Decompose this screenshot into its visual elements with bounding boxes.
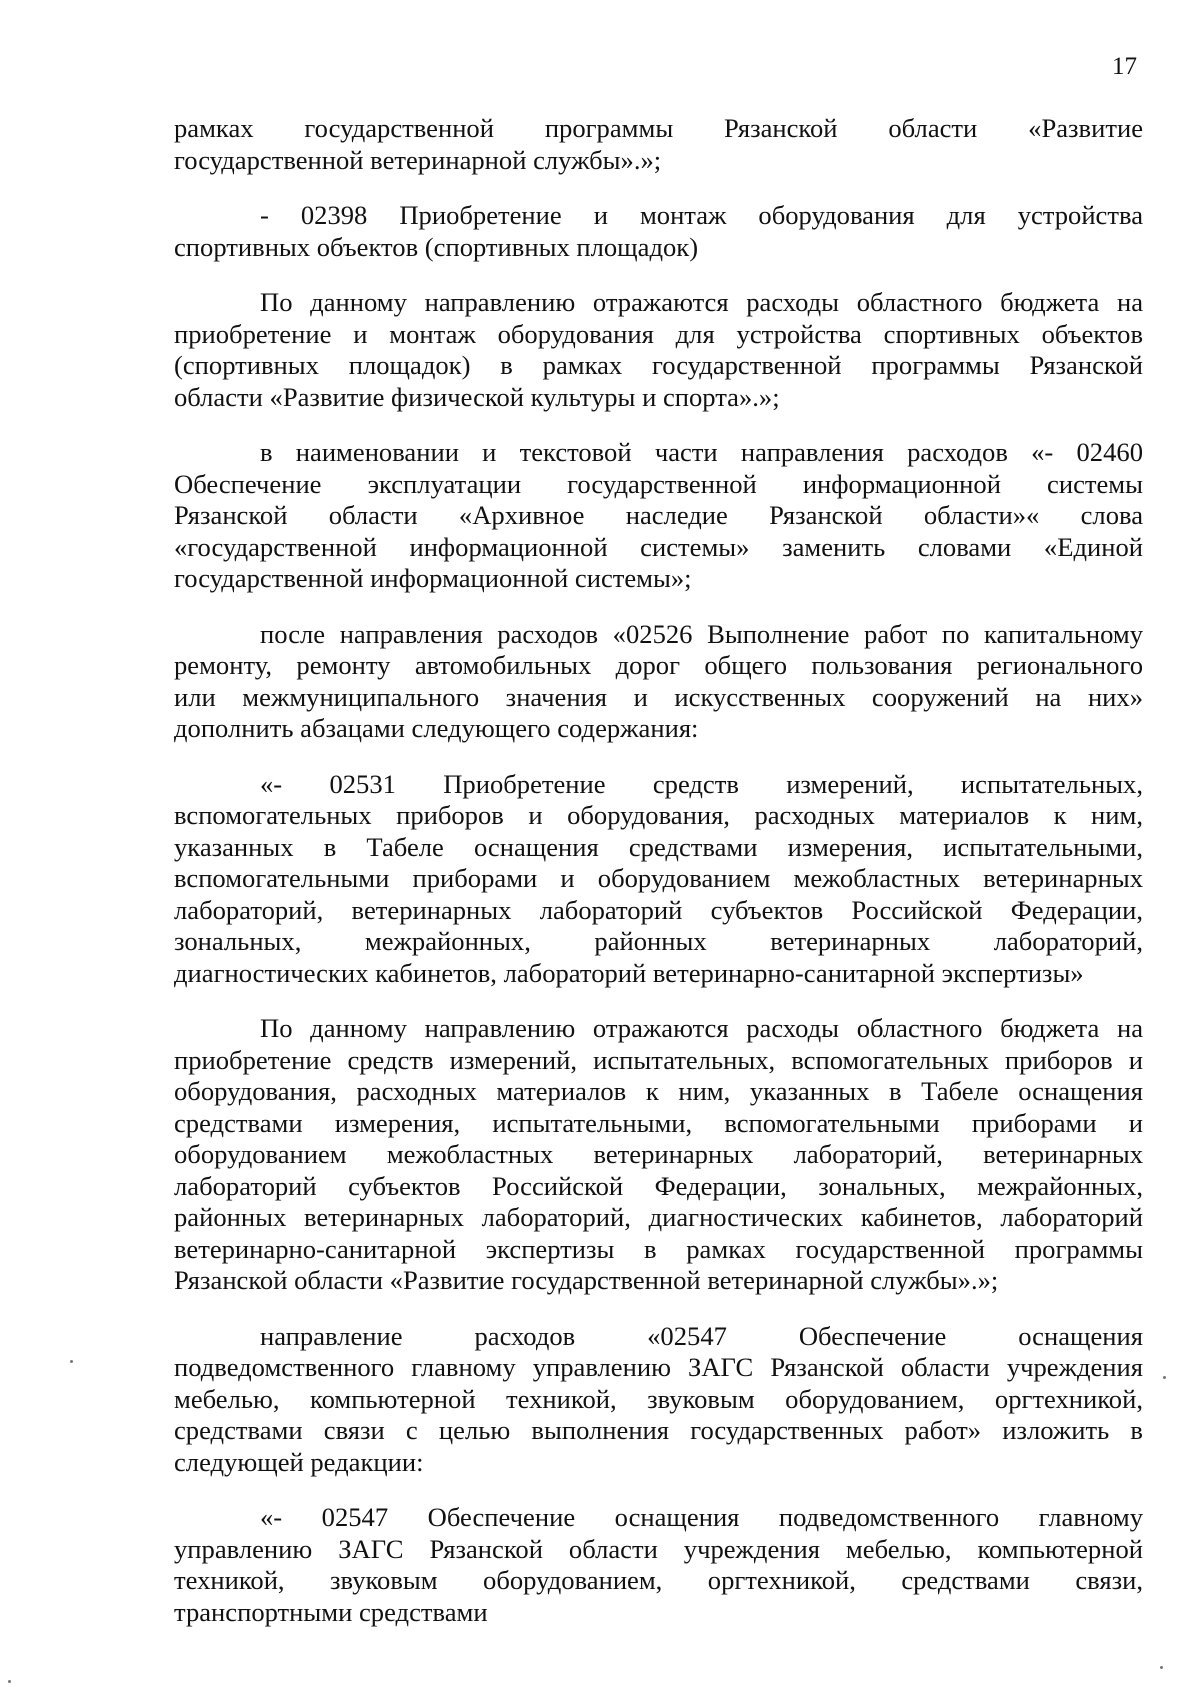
text-line: области «Развитие физической культуры и спорта».»;	[174, 381, 780, 412]
text-line: вспомогательных приборов и оборудования, расходных материалов к ним,	[174, 800, 1143, 830]
paragraph-8	[174, 1321, 1143, 1479]
page-number: 17	[1112, 53, 1137, 80]
text-line: государственной ветеринарной службы».»;	[174, 144, 662, 175]
text-line: «государственной информационной системы» заменить словами «Единой	[174, 531, 1143, 562]
paragraph-1	[174, 113, 1143, 176]
paragraph-3	[174, 287, 1143, 413]
text-line: следующей редакции:	[174, 1446, 424, 1477]
scan-speck	[8, 1680, 11, 1683]
text-line: средствами связи с целью выполнения государственных работ» изложить в	[174, 1415, 1143, 1445]
text-line: лабораторий субъектов Российской Федерации, зональных, межрайонных,	[174, 1170, 1143, 1201]
text-line: приобретение и монтаж оборудования для устройства спортивных объектов	[174, 318, 1143, 349]
text-line: мебелью, компьютерной техникой, звуковым оборудованием, оргтехникой,	[174, 1383, 1143, 1414]
scan-speck	[1163, 1376, 1166, 1379]
text-line: лабораторий, ветеринарных лабораторий субъектов Российской Федерации,	[174, 894, 1143, 925]
text-line: - 02398 Приобретение и монтаж оборудования для устройства	[260, 200, 1143, 230]
paragraph-5	[174, 619, 1143, 745]
text-line: техникой, звуковым оборудованием, оргтехникой, средствами связи,	[174, 1565, 1143, 1595]
text-line: подведомственного главному управлению ЗАГС Рязанской области учреждения	[174, 1352, 1143, 1382]
text-line: Рязанской области «Архивное наследие Рязанской области»« слова	[174, 500, 1143, 530]
text-line: оборудованием межобластных ветеринарных лабораторий, ветеринарных	[174, 1139, 1143, 1169]
text-line: спортивных объектов (спортивных площадок)	[174, 231, 699, 262]
text-line: «- 02531 Приобретение средств измерений, испытательных,	[260, 768, 1143, 799]
text-line: (спортивных площадок) в рамках государственной программы Рязанской	[174, 350, 1143, 380]
text-line: ветеринарно-санитарной экспертизы в рамках государственной программы	[174, 1233, 1143, 1264]
text-line: диагностических кабинетов, лабораторий ветеринарно-санитарной экспертизы»	[174, 957, 1084, 988]
text-line: после направления расходов «02526 Выполнение работ по капитальному	[260, 618, 1143, 649]
text-line: По данному направлению отражаются расходы областного бюджета на	[260, 287, 1143, 317]
text-line: управлению ЗАГС Рязанской области учреждения мебелью, компьютерной	[174, 1533, 1143, 1564]
text-line: рамках государственной программы Рязанской области «Развитие	[174, 113, 1143, 143]
text-line: Обеспечение эксплуатации государственной информационной системы	[174, 468, 1143, 499]
text-line: «- 02547 Обеспечение оснащения подведомственного главному	[260, 1502, 1143, 1532]
text-line: указанных в Табеле оснащения средствами измерения, испытательными,	[174, 831, 1143, 862]
text-line: районных ветеринарных лабораторий, диагностических кабинетов, лабораторий	[174, 1202, 1143, 1232]
text-line: вспомогательными приборами и оборудованием межобластных ветеринарных	[174, 863, 1143, 893]
text-line: направление расходов «02547 Обеспечение оснащения	[260, 1320, 1143, 1351]
document-body	[174, 113, 1143, 1652]
text-line: зональных, межрайонных, районных ветеринарных лабораторий,	[174, 926, 1143, 956]
text-line: Рязанской области «Развитие государственной ветеринарной службы».»;	[174, 1265, 999, 1295]
text-line: государственной информационной системы»;	[174, 563, 692, 593]
text-line: в наименовании и текстовой части направления расходов «- 02460	[260, 437, 1143, 467]
text-line: По данному направлению отражаются расходы областного бюджета на	[260, 1013, 1143, 1043]
text-line: ремонту, ремонту автомобильных дорог общего пользования регионального	[174, 650, 1143, 680]
paragraph-4	[174, 437, 1143, 595]
text-line: дополнить абзацами следующего содержания:	[174, 713, 699, 743]
scan-speck	[70, 1360, 73, 1363]
text-line: транспортными средствами	[174, 1596, 488, 1627]
paragraph-9	[174, 1502, 1143, 1628]
text-line: средствами измерения, испытательными, вспомогательными приборами и	[174, 1107, 1143, 1138]
text-line: или межмуниципального значения и искусственных сооружений на них»	[174, 681, 1143, 712]
paragraph-7	[174, 1013, 1143, 1297]
scan-speck	[1160, 1666, 1163, 1669]
text-line: оборудования, расходных материалов к ним, указанных в Табеле оснащения	[174, 1076, 1143, 1106]
paragraph-6	[174, 769, 1143, 990]
text-line: приобретение средств измерений, испытательных, вспомогательных приборов и	[174, 1044, 1143, 1075]
paragraph-2	[174, 200, 1143, 263]
